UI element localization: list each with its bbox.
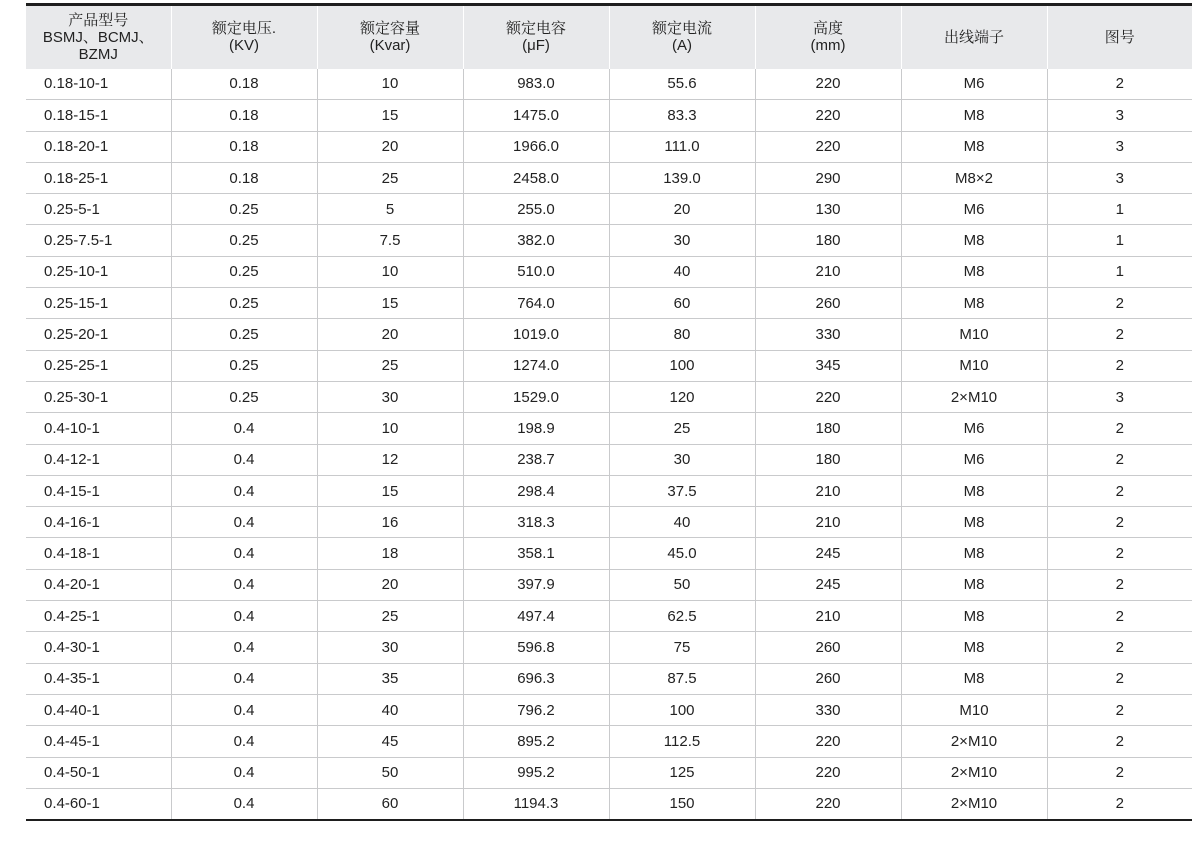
cell-model: 0.25-10-1 xyxy=(26,256,171,287)
cell-rated-capacitance: 510.0 xyxy=(463,256,609,287)
cell-figure-no: 3 xyxy=(1047,381,1192,412)
cell-rated-voltage: 0.4 xyxy=(171,413,317,444)
header-line: 额定容量 xyxy=(359,20,420,38)
cell-rated-voltage: 0.4 xyxy=(171,632,317,663)
cell-model: 0.4-12-1 xyxy=(26,444,171,475)
cell-rated-capacitance: 895.2 xyxy=(463,726,609,757)
cell-terminal: M6 xyxy=(901,194,1047,225)
cell-height: 210 xyxy=(755,256,901,287)
table-row xyxy=(26,507,1192,538)
header-line: 额定电流 xyxy=(651,20,712,38)
cell-height: 180 xyxy=(755,225,901,256)
cell-rated-voltage: 0.4 xyxy=(171,538,317,569)
cell-rated-current: 100 xyxy=(609,694,755,725)
cell-rated-current: 100 xyxy=(609,350,755,381)
cell-rated-capacity: 10 xyxy=(317,413,463,444)
table-row xyxy=(26,726,1192,757)
cell-figure-no: 3 xyxy=(1047,131,1192,162)
header-line: 图号 xyxy=(1104,28,1135,46)
cell-rated-current: 50 xyxy=(609,569,755,600)
header-rated-current xyxy=(609,5,755,69)
cell-figure-no: 2 xyxy=(1047,538,1192,569)
cell-rated-capacity: 15 xyxy=(317,288,463,319)
header-model xyxy=(26,5,171,69)
header-line: 高度 xyxy=(812,20,843,38)
cell-rated-current: 62.5 xyxy=(609,601,755,632)
cell-rated-capacitance: 497.4 xyxy=(463,601,609,632)
table-row xyxy=(26,162,1192,193)
cell-rated-current: 40 xyxy=(609,507,755,538)
header-line: (mm) xyxy=(810,37,846,55)
cell-terminal: 2×M10 xyxy=(901,381,1047,412)
cell-model: 0.4-10-1 xyxy=(26,413,171,444)
cell-terminal: M10 xyxy=(901,350,1047,381)
cell-terminal: M10 xyxy=(901,694,1047,725)
cell-model: 0.4-60-1 xyxy=(26,788,171,819)
cell-rated-current: 150 xyxy=(609,788,755,819)
cell-height: 260 xyxy=(755,288,901,319)
cell-rated-voltage: 0.25 xyxy=(171,225,317,256)
cell-model: 0.4-45-1 xyxy=(26,726,171,757)
table-header xyxy=(26,5,1192,69)
header-line: BSMJ、BCMJ、 xyxy=(42,28,154,46)
table-row xyxy=(26,413,1192,444)
cell-height: 210 xyxy=(755,507,901,538)
cell-rated-voltage: 0.4 xyxy=(171,444,317,475)
cell-rated-capacitance: 596.8 xyxy=(463,632,609,663)
cell-rated-voltage: 0.25 xyxy=(171,256,317,287)
cell-rated-voltage: 0.25 xyxy=(171,381,317,412)
cell-terminal: M6 xyxy=(901,69,1047,100)
cell-rated-voltage: 0.4 xyxy=(171,569,317,600)
cell-model: 0.4-35-1 xyxy=(26,663,171,694)
cell-model: 0.25-25-1 xyxy=(26,350,171,381)
cell-rated-current: 40 xyxy=(609,256,755,287)
table-row xyxy=(26,194,1192,225)
table-row xyxy=(26,475,1192,506)
cell-height: 345 xyxy=(755,350,901,381)
cell-model: 0.4-25-1 xyxy=(26,601,171,632)
header-line: 出线端子 xyxy=(943,28,1004,46)
header-row xyxy=(26,5,1192,69)
cell-height: 220 xyxy=(755,381,901,412)
header-line: 额定电压. xyxy=(211,20,277,38)
cell-rated-current: 75 xyxy=(609,632,755,663)
table-row xyxy=(26,256,1192,287)
cell-rated-voltage: 0.25 xyxy=(171,350,317,381)
cell-height: 260 xyxy=(755,632,901,663)
cell-height: 210 xyxy=(755,601,901,632)
cell-figure-no: 2 xyxy=(1047,632,1192,663)
table-row xyxy=(26,131,1192,162)
cell-terminal: M8 xyxy=(901,538,1047,569)
cell-terminal: M8 xyxy=(901,601,1047,632)
cell-height: 180 xyxy=(755,444,901,475)
cell-height: 220 xyxy=(755,100,901,131)
cell-rated-current: 25 xyxy=(609,413,755,444)
cell-figure-no: 1 xyxy=(1047,225,1192,256)
cell-model: 0.4-30-1 xyxy=(26,632,171,663)
cell-height: 245 xyxy=(755,569,901,600)
cell-terminal: M8 xyxy=(901,225,1047,256)
table-row xyxy=(26,538,1192,569)
cell-terminal: M8 xyxy=(901,569,1047,600)
cell-height: 330 xyxy=(755,319,901,350)
cell-rated-current: 120 xyxy=(609,381,755,412)
cell-figure-no: 1 xyxy=(1047,194,1192,225)
cell-figure-no: 2 xyxy=(1047,413,1192,444)
header-line: 额定电容 xyxy=(505,20,566,38)
cell-model: 0.18-20-1 xyxy=(26,131,171,162)
cell-rated-capacity: 25 xyxy=(317,162,463,193)
cell-rated-capacity: 35 xyxy=(317,663,463,694)
cell-rated-capacitance: 397.9 xyxy=(463,569,609,600)
cell-figure-no: 2 xyxy=(1047,507,1192,538)
cell-terminal: M8 xyxy=(901,256,1047,287)
cell-rated-capacitance: 796.2 xyxy=(463,694,609,725)
table-row xyxy=(26,569,1192,600)
cell-rated-voltage: 0.4 xyxy=(171,663,317,694)
cell-figure-no: 3 xyxy=(1047,162,1192,193)
table-row xyxy=(26,663,1192,694)
cell-figure-no: 2 xyxy=(1047,788,1192,819)
cell-rated-capacity: 20 xyxy=(317,131,463,162)
cell-figure-no: 2 xyxy=(1047,663,1192,694)
cell-terminal: M8×2 xyxy=(901,162,1047,193)
cell-terminal: 2×M10 xyxy=(901,726,1047,757)
cell-figure-no: 2 xyxy=(1047,444,1192,475)
cell-model: 0.18-25-1 xyxy=(26,162,171,193)
cell-rated-current: 139.0 xyxy=(609,162,755,193)
header-line: (A) xyxy=(672,37,692,55)
cell-rated-current: 37.5 xyxy=(609,475,755,506)
table-row xyxy=(26,288,1192,319)
cell-model: 0.25-30-1 xyxy=(26,381,171,412)
cell-terminal: M8 xyxy=(901,131,1047,162)
table-row xyxy=(26,225,1192,256)
cell-terminal: M8 xyxy=(901,475,1047,506)
header-rated-voltage xyxy=(171,5,317,69)
header-rated-capacity xyxy=(317,5,463,69)
cell-rated-capacity: 7.5 xyxy=(317,225,463,256)
cell-rated-capacity: 15 xyxy=(317,100,463,131)
cell-rated-voltage: 0.25 xyxy=(171,288,317,319)
table-row xyxy=(26,444,1192,475)
table-row xyxy=(26,350,1192,381)
table-row xyxy=(26,100,1192,131)
cell-rated-voltage: 0.4 xyxy=(171,788,317,819)
cell-model: 0.25-15-1 xyxy=(26,288,171,319)
cell-figure-no: 2 xyxy=(1047,569,1192,600)
cell-model: 0.4-15-1 xyxy=(26,475,171,506)
cell-rated-capacity: 25 xyxy=(317,350,463,381)
cell-rated-capacity: 50 xyxy=(317,757,463,788)
cell-figure-no: 2 xyxy=(1047,601,1192,632)
header-terminal xyxy=(901,5,1047,69)
table-row xyxy=(26,694,1192,725)
cell-height: 210 xyxy=(755,475,901,506)
cell-rated-capacitance: 1194.3 xyxy=(463,788,609,819)
cell-rated-current: 87.5 xyxy=(609,663,755,694)
cell-terminal: M8 xyxy=(901,632,1047,663)
cell-height: 220 xyxy=(755,788,901,819)
cell-height: 330 xyxy=(755,694,901,725)
table-row xyxy=(26,601,1192,632)
header-line: (KV) xyxy=(229,37,259,55)
cell-figure-no: 2 xyxy=(1047,350,1192,381)
cell-height: 220 xyxy=(755,757,901,788)
cell-model: 0.4-50-1 xyxy=(26,757,171,788)
cell-rated-capacitance: 1475.0 xyxy=(463,100,609,131)
cell-model: 0.4-20-1 xyxy=(26,569,171,600)
cell-rated-current: 20 xyxy=(609,194,755,225)
cell-rated-current: 30 xyxy=(609,225,755,256)
cell-height: 260 xyxy=(755,663,901,694)
cell-model: 0.4-18-1 xyxy=(26,538,171,569)
header-height xyxy=(755,5,901,69)
cell-model: 0.25-20-1 xyxy=(26,319,171,350)
cell-figure-no: 2 xyxy=(1047,757,1192,788)
cell-terminal: 2×M10 xyxy=(901,757,1047,788)
cell-rated-voltage: 0.4 xyxy=(171,475,317,506)
cell-height: 180 xyxy=(755,413,901,444)
cell-figure-no: 2 xyxy=(1047,694,1192,725)
cell-terminal: M8 xyxy=(901,100,1047,131)
cell-rated-current: 111.0 xyxy=(609,131,755,162)
cell-rated-voltage: 0.25 xyxy=(171,194,317,225)
cell-rated-capacity: 25 xyxy=(317,601,463,632)
cell-rated-voltage: 0.4 xyxy=(171,726,317,757)
cell-rated-voltage: 0.25 xyxy=(171,319,317,350)
cell-height: 220 xyxy=(755,131,901,162)
cell-figure-no: 2 xyxy=(1047,475,1192,506)
cell-model: 0.25-7.5-1 xyxy=(26,225,171,256)
cell-model: 0.18-10-1 xyxy=(26,69,171,100)
cell-rated-capacitance: 255.0 xyxy=(463,194,609,225)
cell-terminal: M8 xyxy=(901,507,1047,538)
cell-rated-capacitance: 1274.0 xyxy=(463,350,609,381)
cell-rated-voltage: 0.4 xyxy=(171,757,317,788)
cell-terminal: 2×M10 xyxy=(901,788,1047,819)
cell-rated-capacity: 10 xyxy=(317,256,463,287)
cell-rated-capacity: 20 xyxy=(317,569,463,600)
cell-rated-current: 60 xyxy=(609,288,755,319)
cell-rated-current: 125 xyxy=(609,757,755,788)
cell-height: 130 xyxy=(755,194,901,225)
header-line: BZMJ xyxy=(78,45,118,63)
cell-rated-capacitance: 995.2 xyxy=(463,757,609,788)
header-line: (μF) xyxy=(522,37,550,55)
cell-terminal: M6 xyxy=(901,413,1047,444)
cell-rated-capacitance: 2458.0 xyxy=(463,162,609,193)
cell-rated-capacity: 16 xyxy=(317,507,463,538)
cell-rated-capacitance: 298.4 xyxy=(463,475,609,506)
cell-rated-capacity: 30 xyxy=(317,381,463,412)
cell-rated-capacitance: 1529.0 xyxy=(463,381,609,412)
cell-rated-capacitance: 198.9 xyxy=(463,413,609,444)
header-rated-capacitance xyxy=(463,5,609,69)
cell-rated-capacitance: 382.0 xyxy=(463,225,609,256)
cell-rated-voltage: 0.4 xyxy=(171,507,317,538)
cell-rated-capacitance: 358.1 xyxy=(463,538,609,569)
cell-rated-current: 55.6 xyxy=(609,69,755,100)
cell-rated-capacitance: 238.7 xyxy=(463,444,609,475)
capacitor-spec-table xyxy=(26,3,1192,821)
cell-rated-capacitance: 983.0 xyxy=(463,69,609,100)
cell-rated-current: 45.0 xyxy=(609,538,755,569)
cell-figure-no: 2 xyxy=(1047,319,1192,350)
cell-terminal: M8 xyxy=(901,663,1047,694)
cell-terminal: M8 xyxy=(901,288,1047,319)
cell-figure-no: 2 xyxy=(1047,69,1192,100)
cell-rated-capacity: 60 xyxy=(317,788,463,819)
cell-rated-capacity: 15 xyxy=(317,475,463,506)
cell-rated-voltage: 0.18 xyxy=(171,131,317,162)
header-figure-no xyxy=(1047,5,1192,69)
header-line: (Kvar) xyxy=(369,37,411,55)
cell-rated-voltage: 0.4 xyxy=(171,694,317,725)
cell-rated-voltage: 0.18 xyxy=(171,162,317,193)
cell-rated-capacitance: 1966.0 xyxy=(463,131,609,162)
cell-rated-capacity: 45 xyxy=(317,726,463,757)
cell-rated-capacity: 20 xyxy=(317,319,463,350)
table-row xyxy=(26,69,1192,100)
cell-rated-capacitance: 764.0 xyxy=(463,288,609,319)
table-row xyxy=(26,632,1192,663)
table-body xyxy=(26,69,1192,820)
cell-rated-capacity: 12 xyxy=(317,444,463,475)
cell-model: 0.18-15-1 xyxy=(26,100,171,131)
cell-rated-voltage: 0.4 xyxy=(171,601,317,632)
cell-rated-current: 112.5 xyxy=(609,726,755,757)
cell-rated-voltage: 0.18 xyxy=(171,100,317,131)
cell-figure-no: 3 xyxy=(1047,100,1192,131)
cell-height: 245 xyxy=(755,538,901,569)
cell-rated-capacity: 40 xyxy=(317,694,463,725)
cell-rated-capacity: 30 xyxy=(317,632,463,663)
cell-figure-no: 1 xyxy=(1047,256,1192,287)
cell-rated-current: 30 xyxy=(609,444,755,475)
table-row xyxy=(26,788,1192,819)
cell-terminal: M10 xyxy=(901,319,1047,350)
cell-terminal: M6 xyxy=(901,444,1047,475)
cell-height: 290 xyxy=(755,162,901,193)
cell-rated-capacitance: 1019.0 xyxy=(463,319,609,350)
cell-rated-capacitance: 696.3 xyxy=(463,663,609,694)
cell-rated-current: 83.3 xyxy=(609,100,755,131)
cell-rated-capacity: 18 xyxy=(317,538,463,569)
cell-rated-capacitance: 318.3 xyxy=(463,507,609,538)
cell-model: 0.4-16-1 xyxy=(26,507,171,538)
table-row xyxy=(26,757,1192,788)
table-row xyxy=(26,319,1192,350)
cell-rated-capacity: 5 xyxy=(317,194,463,225)
header-line: 产品型号 xyxy=(68,11,129,29)
cell-figure-no: 2 xyxy=(1047,288,1192,319)
cell-rated-voltage: 0.18 xyxy=(171,69,317,100)
cell-height: 220 xyxy=(755,726,901,757)
table-row xyxy=(26,381,1192,412)
cell-model: 0.25-5-1 xyxy=(26,194,171,225)
cell-rated-capacity: 10 xyxy=(317,69,463,100)
cell-model: 0.4-40-1 xyxy=(26,694,171,725)
cell-rated-current: 80 xyxy=(609,319,755,350)
cell-height: 220 xyxy=(755,69,901,100)
cell-figure-no: 2 xyxy=(1047,726,1192,757)
